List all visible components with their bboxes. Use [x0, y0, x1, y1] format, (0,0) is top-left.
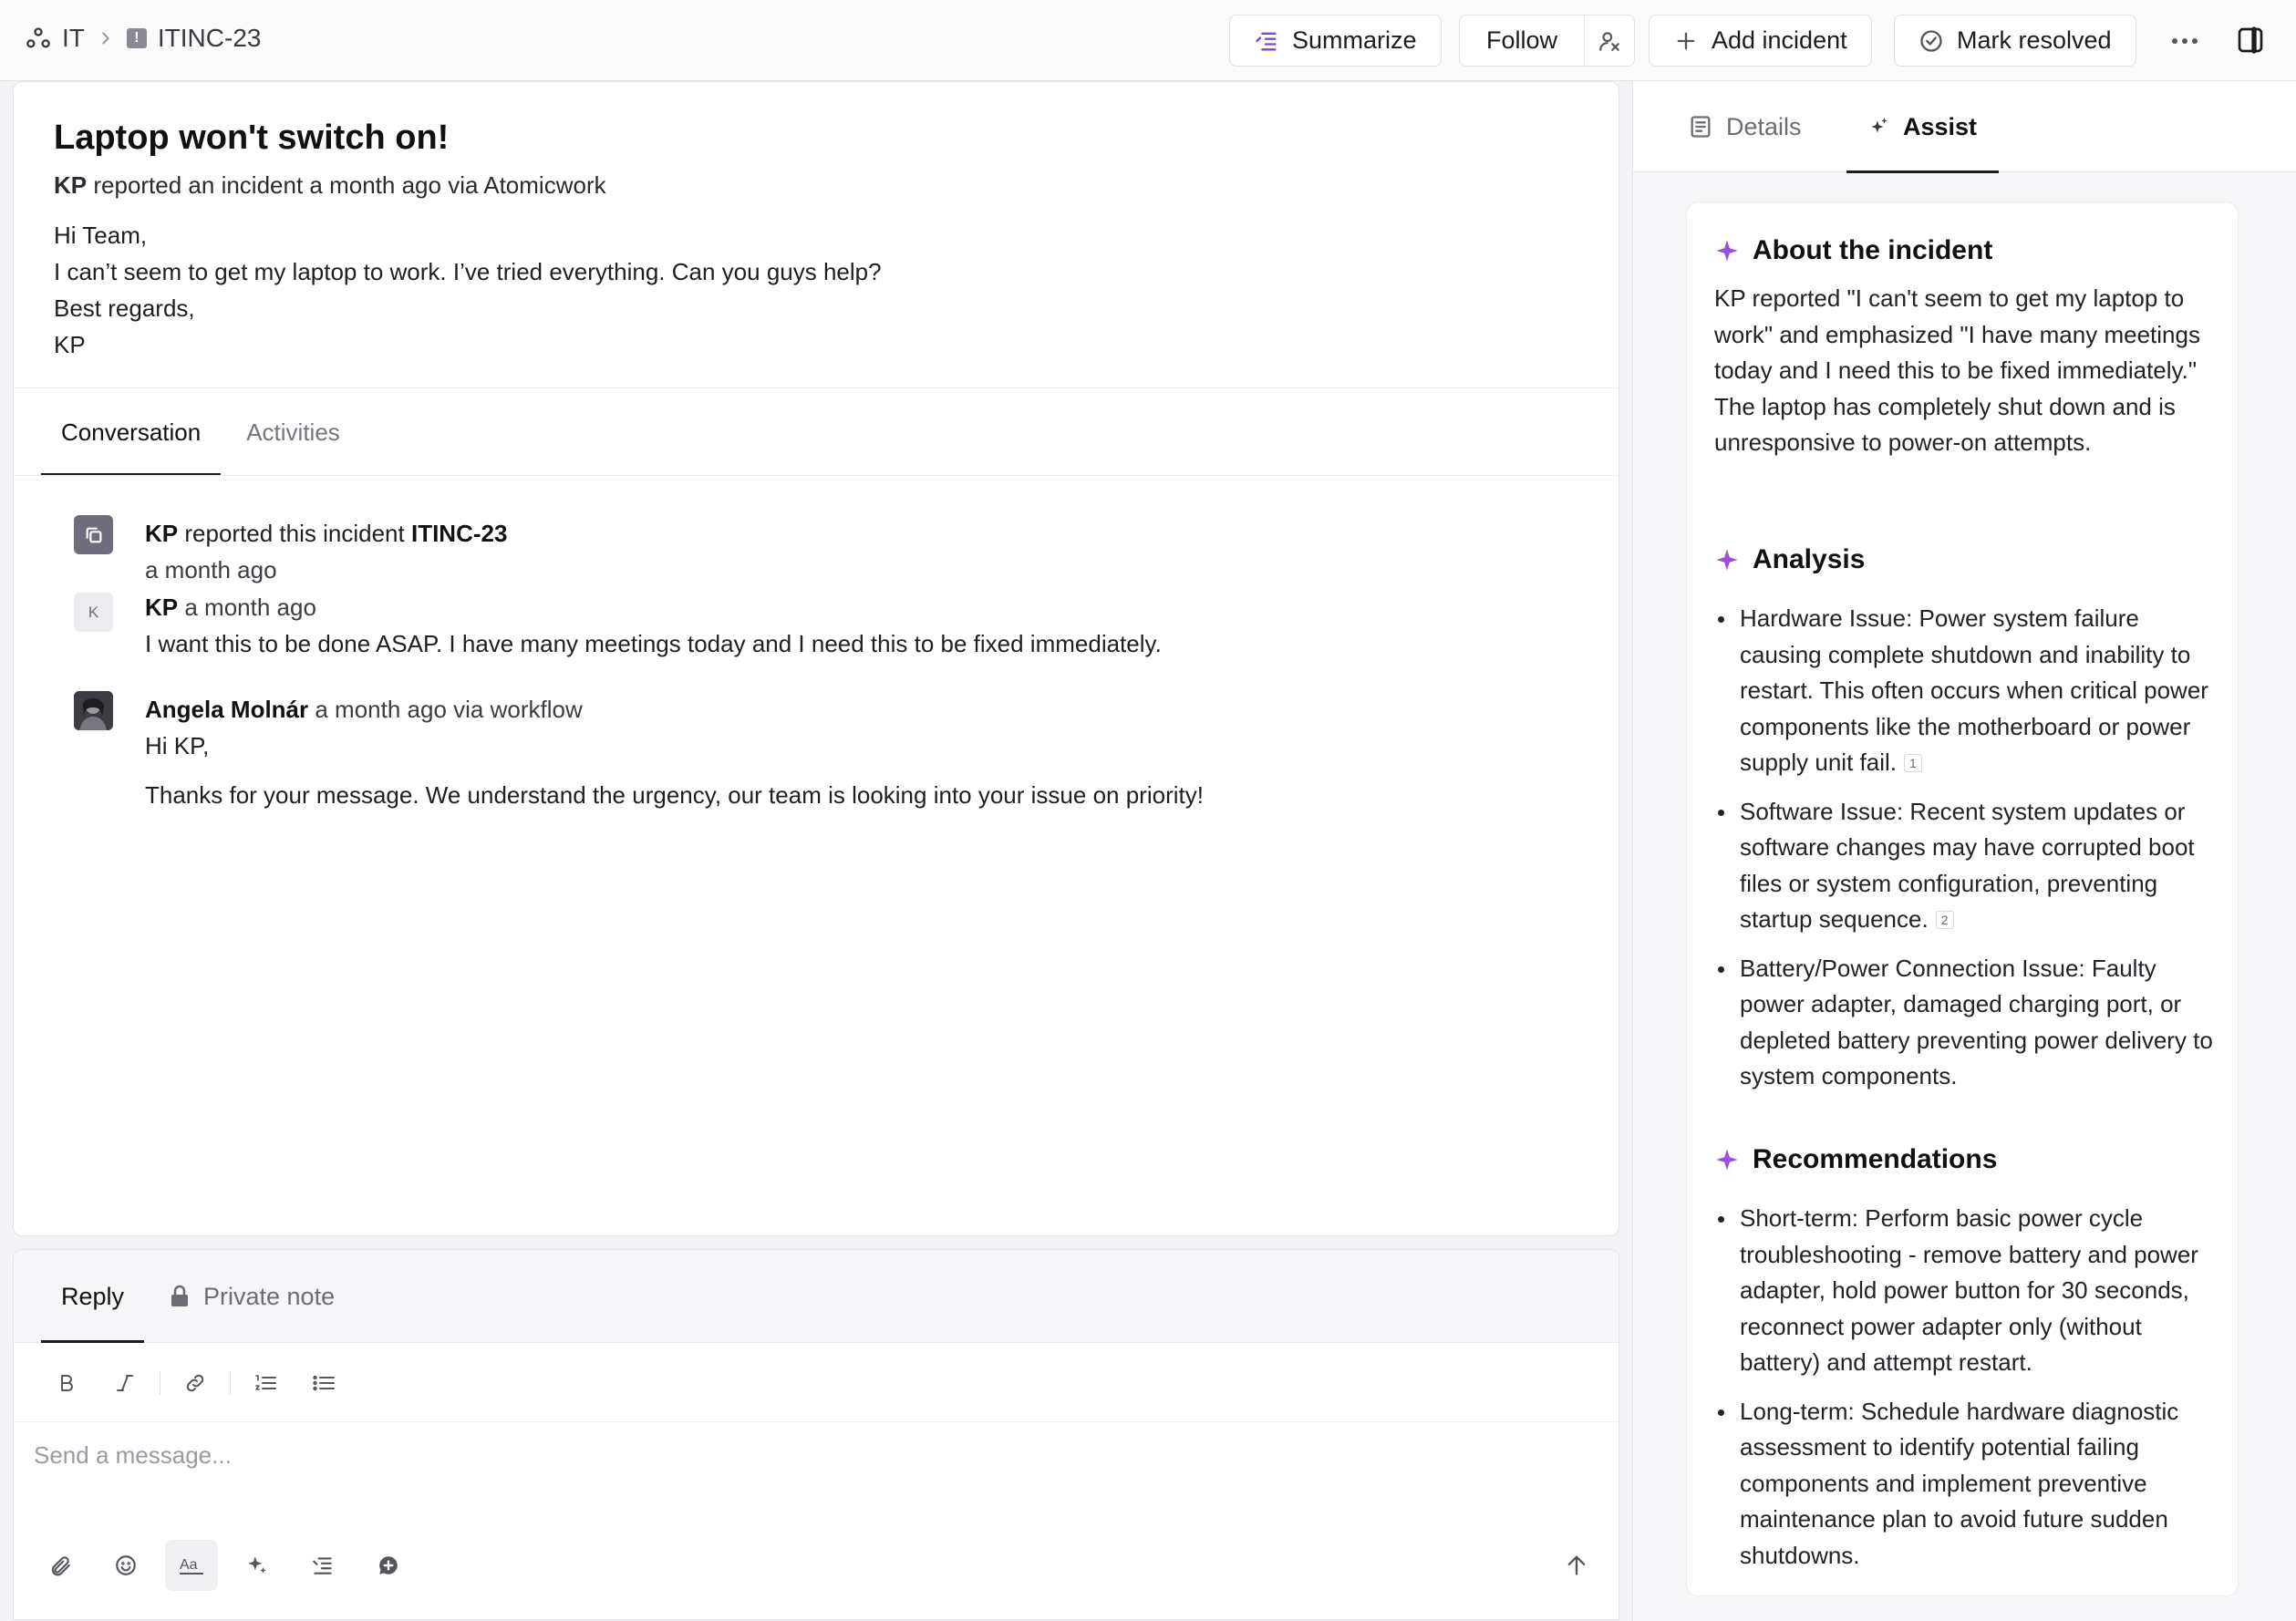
meta-via: via Atomicwork [448, 171, 606, 199]
analysis-text: Hardware Issue: Power system failure causing complete shutdown and inability to restart. This often occurs when critical power components like the motherboard or power supply unit fail. [1740, 604, 2208, 776]
document-icon [1688, 114, 1713, 139]
summarize-icon [1254, 28, 1279, 54]
sparkle-icon [1714, 238, 1740, 263]
workspace-icon [26, 26, 51, 51]
about-heading [1714, 235, 1992, 266]
author-name[interactable]: KP [145, 520, 179, 547]
more-options-button[interactable] [2167, 27, 2203, 55]
analysis-heading [1714, 544, 1865, 575]
lock-icon [169, 1285, 191, 1308]
chat-plus-icon [377, 1554, 400, 1577]
avatar [74, 691, 113, 730]
author-name[interactable]: Angela Molnár [145, 696, 309, 723]
analysis-list [1714, 601, 2225, 1108]
svg-text:Aa: Aa [180, 1557, 198, 1573]
ticket-ref[interactable]: ITINC-23 [410, 520, 508, 547]
avatar: K [74, 593, 113, 632]
check-circle-icon [1919, 28, 1944, 54]
timestamp: a month ago [145, 556, 277, 583]
emoji-icon [114, 1554, 138, 1577]
list-item: Long-term: Schedule hardware diagnostic assessment to identify potential failing components and implement preventive maintenance plan to avoid future sudden shutdowns. [1714, 1394, 2225, 1575]
private-note-label: Private note [203, 1282, 336, 1310]
more-icon [2171, 37, 2198, 45]
timestamp: a month ago [184, 594, 316, 621]
attach-button[interactable] [34, 1540, 87, 1591]
breadcrumb-workspace[interactable]: IT [62, 24, 85, 52]
top-bar [0, 0, 2296, 81]
list-item: Short-term: Perform basic power cycle troubleshooting - remove battery and power adapter, hold power button for 30 seconds, reconnect power adapter only (without battery) and attempt restart. [1714, 1201, 2225, 1381]
incident-card [13, 81, 1619, 1236]
analysis-text: Software Issue: Recent system updates or software changes may have corrupted boot files or system configuration, preventing startup sequence. [1740, 797, 2195, 933]
formatting-toolbar [14, 1344, 1619, 1422]
panel-toggle-icon[interactable] [2236, 26, 2265, 55]
description-line: I can’t seem to get my laptop to work. I’ve tried everything. Can you guys help? [54, 258, 882, 285]
bullet-list-icon [312, 1372, 336, 1394]
assist-summary-card [1686, 201, 2239, 1596]
bold-button[interactable] [37, 1365, 96, 1401]
tab-reply[interactable]: Reply [41, 1250, 144, 1343]
canned-response-button[interactable] [362, 1540, 415, 1591]
add-incident-label: Add incident [1712, 26, 1847, 54]
toolbar-separator [230, 1371, 231, 1395]
text-format-icon [178, 1554, 205, 1577]
event-text: reported this incident [184, 520, 405, 547]
plus-icon [1673, 28, 1699, 54]
mark-resolved-label: Mark resolved [1957, 26, 2112, 54]
message-text: I want this to be done ASAP. I have many meetings today and I need this to be fixed immediately. [145, 630, 1162, 657]
tab-details[interactable] [1688, 81, 1802, 172]
assist-label: Assist [1903, 112, 1978, 140]
summarize-icon [311, 1554, 335, 1577]
copy-icon [84, 525, 104, 545]
timestamp: a month ago via workflow [315, 696, 583, 723]
about-text: KP reported "I can't seem to get my laptop to work" and emphasized "I have many meetings today and I need this to be fixed immediately." The laptop has completely shut down and is unresponsive to power-on attempts. [1714, 284, 2200, 456]
summarize-button[interactable] [1229, 15, 1442, 67]
side-panel-tabs [1633, 81, 2296, 172]
analysis-text: Battery/Power Connection Issue: Faulty power adapter, damaged charging port, or depleted battery preventing power delivery to system components. [1740, 954, 2213, 1089]
analysis-title: Analysis [1753, 544, 1866, 574]
breadcrumb-ticket[interactable]: ITINC-23 [157, 24, 262, 52]
sparkle-icon [245, 1554, 269, 1577]
ordered-list-button[interactable] [236, 1365, 295, 1401]
link-icon [184, 1372, 206, 1394]
message-text: Thanks for your message. We understand the urgency, our team is looking into your issue on priority! [145, 781, 1204, 809]
arrow-up-icon [1564, 1553, 1589, 1578]
description-line: Hi Team, [54, 222, 148, 249]
mark-resolved-button[interactable] [1894, 15, 2136, 67]
incident-description [54, 217, 882, 363]
add-incident-button[interactable] [1649, 15, 1872, 67]
incident-avatar [74, 515, 113, 554]
bullet-list-button[interactable] [295, 1365, 353, 1401]
incident-meta [54, 171, 606, 200]
send-button[interactable] [1557, 1545, 1597, 1585]
incident-type-icon: ! [127, 28, 147, 48]
follow-button[interactable]: Follow [1460, 15, 1585, 66]
sparkle-icon [1714, 547, 1740, 573]
composer-tools [34, 1540, 415, 1591]
divider [14, 475, 1619, 476]
message-greeting: Hi KP, [145, 732, 210, 759]
recommendations-heading [1714, 1144, 1997, 1175]
followers-button[interactable] [1585, 15, 1634, 66]
summarize-tool-button[interactable] [296, 1540, 349, 1591]
sparkle-icon [1714, 1147, 1740, 1172]
meta-time: a month ago [309, 171, 441, 199]
text-format-button[interactable] [165, 1540, 218, 1591]
description-line: Best regards, [54, 294, 195, 322]
side-panel [1632, 81, 2296, 1621]
recommendations-title: Recommendations [1753, 1144, 1998, 1174]
reporter-name[interactable]: KP [54, 171, 88, 199]
conversation-text [145, 691, 1204, 813]
citation-badge[interactable]: 2 [1936, 911, 1954, 929]
follow-group [1459, 15, 1635, 67]
ordered-list-icon [253, 1372, 277, 1394]
reply-tabs [14, 1250, 1619, 1343]
list-item [1714, 794, 2225, 938]
description-line: KP [54, 331, 86, 358]
list-item [1714, 601, 2225, 781]
list-item [1714, 951, 2225, 1095]
meta-action: reported an incident [93, 171, 304, 199]
conversation-text [145, 589, 1162, 662]
link-button[interactable] [166, 1365, 224, 1401]
sparkle-icon [1867, 115, 1890, 139]
author-name[interactable]: KP [145, 594, 179, 621]
about-title: About the incident [1753, 235, 1993, 265]
paperclip-icon [48, 1554, 72, 1577]
reply-composer [13, 1249, 1619, 1620]
bold-icon [56, 1372, 78, 1394]
tab-conversation[interactable]: Conversation [41, 388, 221, 476]
emoji-button[interactable] [99, 1540, 152, 1591]
breadcrumb [26, 24, 261, 53]
italic-button[interactable] [96, 1365, 154, 1401]
conversation-text [145, 515, 507, 588]
user-photo-icon [74, 691, 113, 730]
message-input[interactable] [34, 1441, 1584, 1470]
incident-title: Laptop won't switch on! [54, 119, 450, 157]
summarize-label: Summarize [1292, 26, 1417, 54]
citation-badge[interactable]: 1 [1904, 754, 1922, 772]
tab-private-note[interactable] [169, 1250, 335, 1343]
tab-activities[interactable]: Activities [246, 418, 340, 446]
recommendations-list [1714, 1201, 2225, 1586]
details-label: Details [1726, 112, 1802, 140]
chevron-right-icon [96, 28, 116, 48]
followers-icon [1598, 29, 1621, 53]
italic-icon [114, 1372, 136, 1394]
tab-assist[interactable] [1846, 81, 1999, 172]
ai-assist-button[interactable] [231, 1540, 284, 1591]
conversation-tabs [41, 388, 366, 476]
